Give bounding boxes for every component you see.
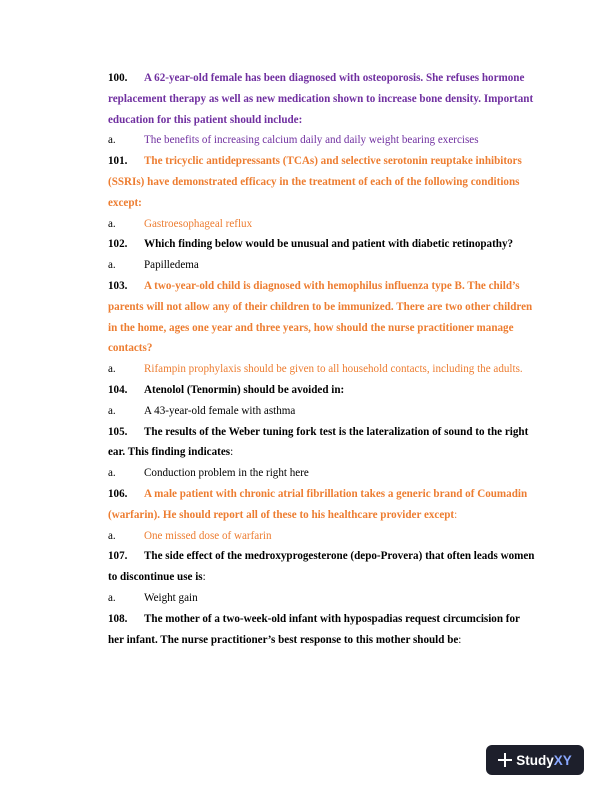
- answer-107: [108, 588, 538, 609]
- answer-text: The benefits of increasing calcium daily and daily weight bearing exercises: [144, 134, 479, 147]
- answer-text: One missed dose of warfarin: [144, 529, 272, 542]
- answer-letter: a.: [108, 529, 116, 542]
- answer-letter: a.: [108, 467, 116, 480]
- question-number: 107.: [108, 550, 128, 563]
- answer-text: Gastroesophageal reflux: [144, 217, 253, 230]
- answer-letter: a.: [108, 404, 116, 417]
- studyxy-logo: [486, 745, 584, 775]
- question-colon: :: [230, 446, 234, 459]
- answer-101: [108, 214, 538, 235]
- question-text: A two-year-old child is diagnosed with hemophilus influenza type B. The child’s parents will not allow any of their children to be immunized. There are two other children in the home, ages one year and three years, how should the nurse practitioner manage contacts?: [108, 279, 533, 355]
- question-100: [108, 68, 538, 130]
- answer-letter: a.: [108, 134, 116, 147]
- question-105: [108, 422, 538, 464]
- question-number: 102.: [108, 238, 128, 251]
- question-102: [108, 234, 538, 255]
- answer-102: [108, 255, 538, 276]
- question-text: The tricyclic antidepressants (TCAs) and selective serotonin reuptake inhibitors (SSRIs) have demonstrated efficacy in the treatment of each of the following conditions except:: [108, 155, 522, 209]
- answer-letter: a.: [108, 363, 116, 376]
- question-number: 101.: [108, 155, 128, 168]
- question-text: The side effect of the medroxyprogesterone (depo-Provera) that often leads women to discontinue use is: [108, 550, 535, 584]
- question-colon: :: [454, 508, 458, 521]
- question-103: [108, 276, 538, 359]
- logo-text-xy: XY: [553, 752, 572, 768]
- question-number: 100.: [108, 72, 128, 84]
- question-number: 108.: [108, 612, 128, 625]
- question-colon: :: [202, 571, 206, 584]
- question-text: Which finding below would be unusual and patient with diabetic retinopathy?: [144, 238, 514, 251]
- plus-icon: [498, 753, 512, 767]
- answer-100: [108, 130, 538, 151]
- question-list: [108, 68, 538, 650]
- question-colon: :: [458, 633, 462, 646]
- answer-text: Conduction problem in the right here: [144, 467, 309, 480]
- question-106: [108, 484, 538, 526]
- logo-text-study: Study: [516, 752, 554, 768]
- answer-letter: a.: [108, 259, 116, 272]
- answer-text: Rifampin prophylaxis should be given to all household contacts, including the adults.: [144, 363, 523, 376]
- question-text: A 62-year-old female has been diagnosed with osteoporosis. She refuses hormone replacement therapy as well as new medication shown to increase bone density. Important education for this patient should include:: [108, 72, 534, 126]
- logo-text: [516, 753, 572, 768]
- answer-103: [108, 359, 538, 380]
- question-number: 105.: [108, 425, 128, 438]
- answer-106: [108, 526, 538, 547]
- question-text: A male patient with chronic atrial fibrillation takes a generic brand of Coumadin (warfarin). He should report all of these to his healthcare provider except: [108, 487, 528, 521]
- question-104: [108, 380, 538, 401]
- answer-letter: a.: [108, 217, 116, 230]
- answer-text: Weight gain: [144, 591, 198, 604]
- question-text: The mother of a two-week-old infant with hypospadias request circumcision for her infant. The nurse practitioner’s best response to this mother should be: [108, 612, 520, 646]
- question-101: [108, 151, 538, 213]
- question-108: [108, 609, 538, 651]
- question-number: 104.: [108, 383, 128, 396]
- answer-104: [108, 401, 538, 422]
- answer-text: A 43-year-old female with asthma: [144, 404, 296, 417]
- question-107: [108, 546, 538, 588]
- question-text: Atenolol (Tenormin) should be avoided in:: [144, 383, 345, 396]
- answer-letter: a.: [108, 591, 116, 604]
- question-number: 103.: [108, 279, 128, 292]
- question-number: 106.: [108, 487, 128, 500]
- question-text: The results of the Weber tuning fork test is the lateralization of sound to the right ear. This finding indicates: [108, 425, 529, 459]
- answer-text: Papilledema: [144, 259, 199, 272]
- answer-105: [108, 463, 538, 484]
